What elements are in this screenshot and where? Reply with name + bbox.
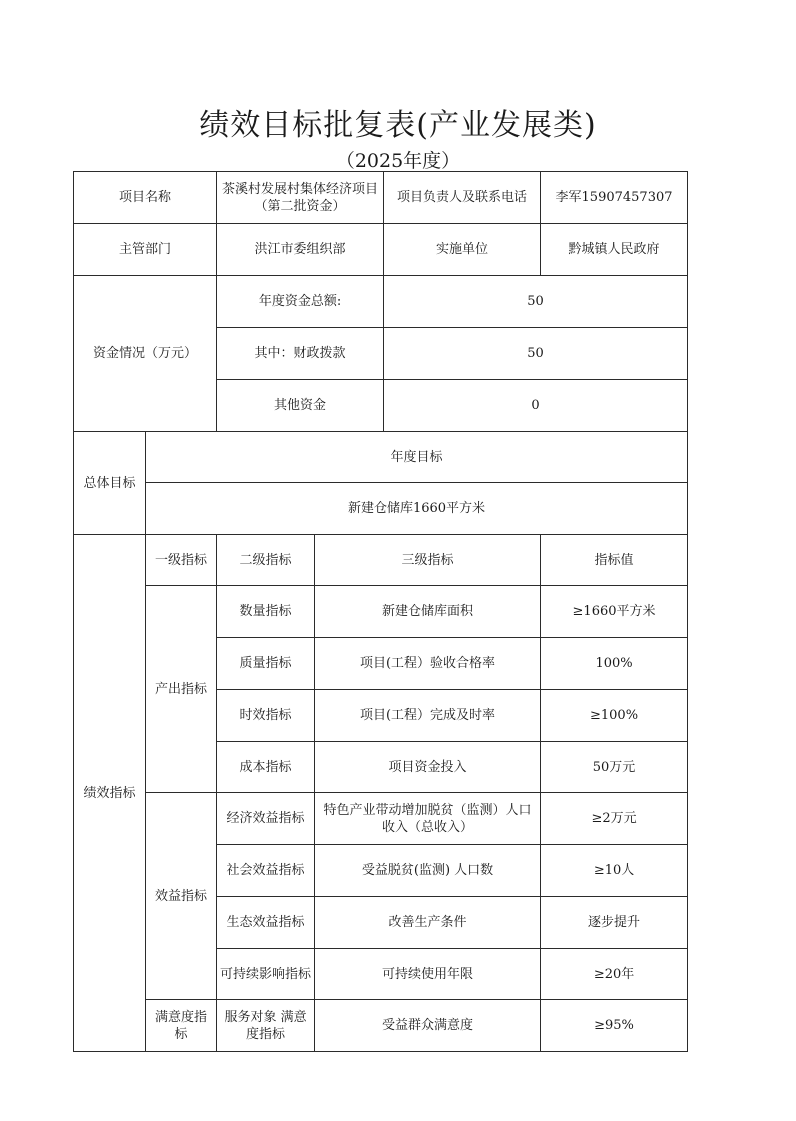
goal-content: 新建仓储库1660平方米 — [146, 483, 688, 535]
funds-total-value: 50 — [384, 276, 688, 328]
indicator-level3: 项目(工程）验收合格率 — [315, 638, 541, 690]
output-indicators-label: 产出指标 — [146, 586, 217, 793]
project-name-value — [217, 172, 384, 224]
indicator-level3: 受益群众满意度 — [315, 1000, 541, 1052]
indicator-level2: 成本指标 — [217, 742, 315, 793]
table-row — [74, 793, 688, 845]
year-subtitle: （2025年度） — [335, 150, 461, 172]
indicator-value: ≥20年 — [541, 949, 688, 1000]
department-value: 洪江市委组织部 — [217, 224, 384, 276]
indicator-value: ≥2万元 — [541, 793, 688, 845]
satisfaction-indicators-label: 满意度指标 — [146, 1000, 217, 1052]
contact-label: 项目负责人及联系电话 — [384, 172, 541, 224]
project-name-label: 项目名称 — [74, 172, 217, 224]
indicator-value: 逐步提升 — [541, 897, 688, 949]
page-title: 绩效目标批复表(产业发展类) — [199, 108, 597, 143]
indicator-level2: 社会效益指标 — [217, 845, 315, 897]
project-name-line1: 茶溪村发展村集体经济项目 — [222, 181, 379, 197]
indicator-level2-line2: 度指标 — [246, 1026, 286, 1042]
department-label: 主管部门 — [74, 224, 217, 276]
funds-total-label: 年度资金总额: — [217, 276, 384, 328]
indicator-level2-line1: 服务对象 满意 — [224, 1009, 307, 1025]
funds-section-label: 资金情况（万元） — [74, 276, 217, 432]
goal-header-row — [74, 432, 688, 483]
indicator-value: ≥10人 — [541, 845, 688, 897]
funds-total-row — [74, 276, 688, 328]
table-row — [74, 586, 688, 638]
indicator-value: ≥1660平方米 — [541, 586, 688, 638]
table-row — [74, 1000, 688, 1052]
indicator-level3: 项目资金投入 — [315, 742, 541, 793]
funds-fiscal-label: 其中：财政拨款 — [217, 328, 384, 380]
indicator-level3 — [315, 793, 541, 845]
performance-section-label: 绩效指标 — [74, 535, 146, 1052]
indicator-level3: 改善生产条件 — [315, 897, 541, 949]
goal-content-row — [74, 483, 688, 535]
funds-other-value: 0 — [384, 380, 688, 432]
goal-header: 年度目标 — [146, 432, 688, 483]
project-name-line2: （第二批资金） — [254, 198, 346, 214]
funds-fiscal-value: 50 — [384, 328, 688, 380]
indicator-level3: 新建仓储库面积 — [315, 586, 541, 638]
contact-value: 李军15907457307 — [541, 172, 688, 224]
goal-section-label: 总体目标 — [74, 432, 146, 535]
indicator-level2: 时效指标 — [217, 690, 315, 742]
indicator-level2: 经济效益指标 — [217, 793, 315, 845]
header-level1: 一级指标 — [146, 535, 217, 586]
indicator-level2: 质量指标 — [217, 638, 315, 690]
indicator-level2: 生态效益指标 — [217, 897, 315, 949]
indicator-level3-line2: 收入（总收入） — [382, 819, 474, 835]
project-name-row — [74, 172, 688, 224]
indicator-level2: 数量指标 — [217, 586, 315, 638]
indicator-value: 100% — [541, 638, 688, 690]
performance-header-row — [74, 535, 688, 586]
indicator-level3: 受益脱贫(监测) 人口数 — [315, 845, 541, 897]
benefit-indicators-label: 效益指标 — [146, 793, 217, 1000]
indicator-level3: 可持续使用年限 — [315, 949, 541, 1000]
indicator-value: ≥95% — [541, 1000, 688, 1052]
indicator-value: ≥100% — [541, 690, 688, 742]
header-level2: 二级指标 — [217, 535, 315, 586]
indicator-level2 — [217, 1000, 315, 1052]
implementing-unit-value: 黔城镇人民政府 — [541, 224, 688, 276]
department-row — [74, 224, 688, 276]
header-value: 指标值 — [541, 535, 688, 586]
indicator-level3-line1: 特色产业带动增加脱贫（监测）人口 — [323, 802, 532, 818]
header-level3: 三级指标 — [315, 535, 541, 586]
indicator-level3: 项目(工程）完成及时率 — [315, 690, 541, 742]
approval-table — [73, 171, 688, 1052]
indicator-value: 50万元 — [541, 742, 688, 793]
implementing-unit-label: 实施单位 — [384, 224, 541, 276]
indicator-level2: 可持续影响指标 — [217, 949, 315, 1000]
funds-other-label: 其他资金 — [217, 380, 384, 432]
